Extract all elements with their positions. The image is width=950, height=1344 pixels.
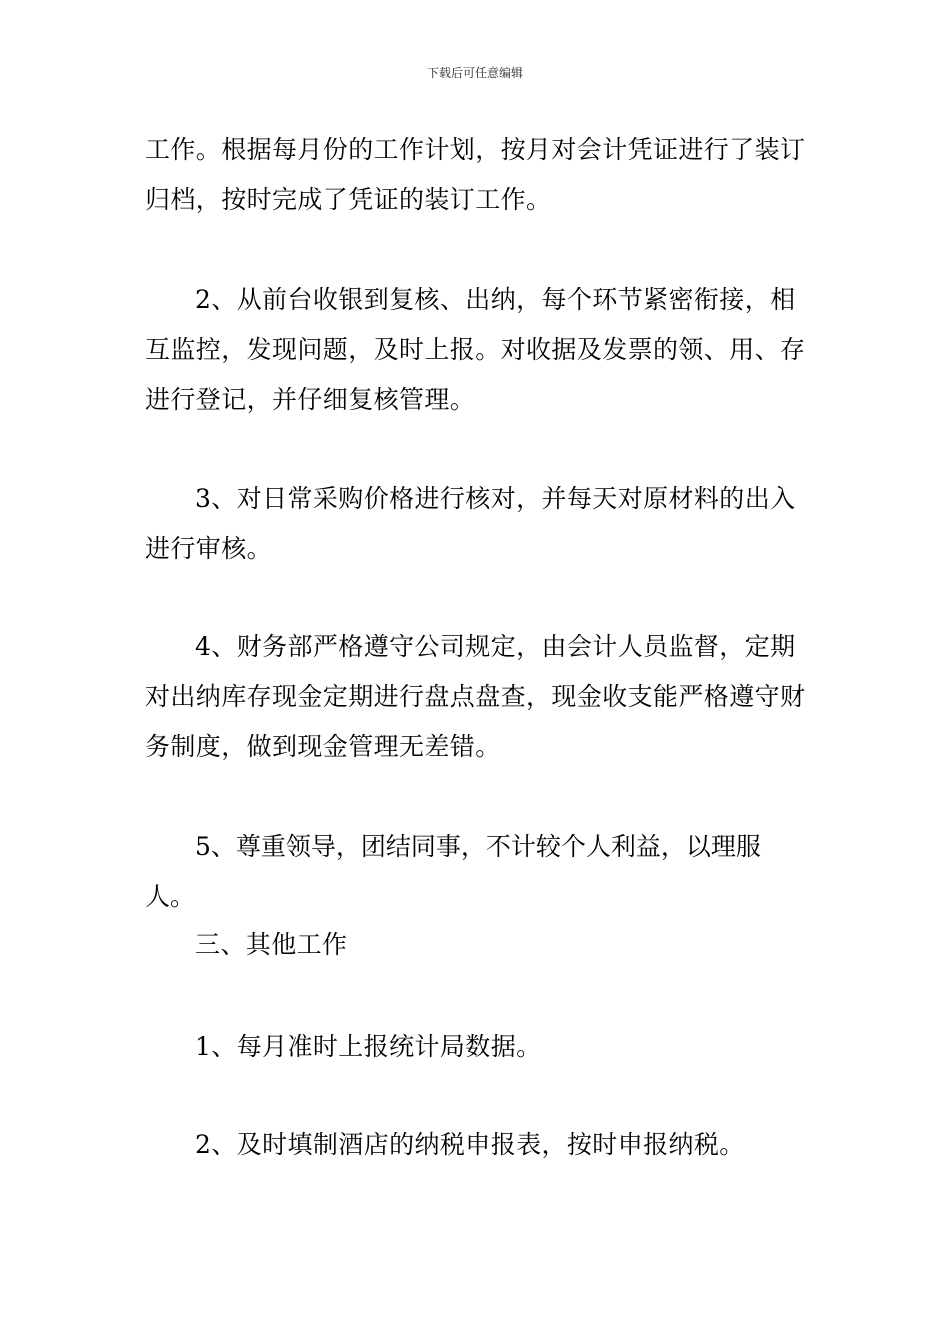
section-heading-other-work: 三、其他工作 xyxy=(195,930,348,959)
paragraph-item-3-procurement: 3、对日常采购价格进行核对，并每天对原材料的出入进行审核。 xyxy=(145,484,796,563)
page-header: 下载后可任意编辑 xyxy=(426,66,523,80)
paragraph-item-2-cashier: 2、从前台收银到复核、出纳，每个环节紧密衔接，相互监控，发现问题，及时上报。对收据及发票的领、用、存进行登记，并仔细复核管理。 xyxy=(145,285,806,414)
paragraph-other-item-1: 1、每月准时上报统计局数据。 xyxy=(195,1032,542,1061)
paragraph-other-item-2: 2、及时填制酒店的纳税申报表，按时申报纳税。 xyxy=(195,1130,745,1159)
paragraph-item-4-finance-rules: 4、财务部严格遵守公司规定，由会计人员监督，定期对出纳库存现金定期进行盘点盘查，现金收支能严格遵守财务制度，做到现金管理无差错。 xyxy=(145,632,806,761)
paragraph-continuation: 工作。根据每月份的工作计划，按月对会计凭证进行了装订归档，按时完成了凭证的装订工作。 xyxy=(145,135,806,214)
paragraph-item-5-colleagues: 5、尊重领导，团结同事，不计较个人利益，以理服人。 xyxy=(145,832,761,911)
